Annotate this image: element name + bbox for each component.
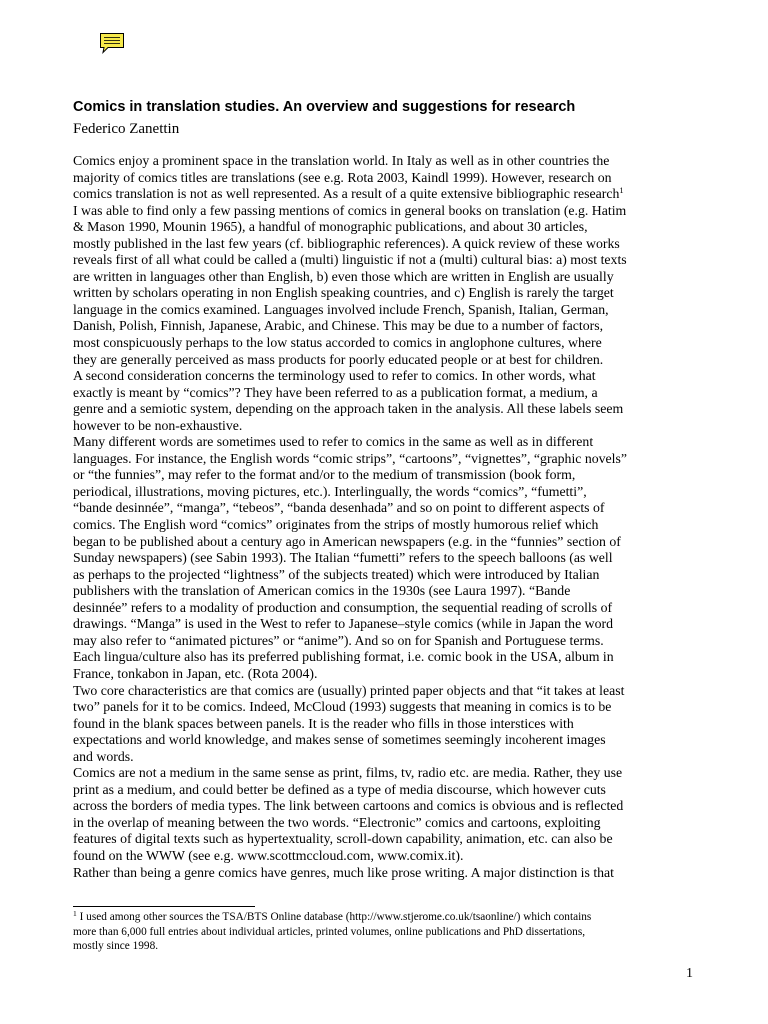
body-line: and words.	[73, 748, 134, 764]
body-line: desinnée” refers to a modality of production and consumption, the sequential reading of scrolls of	[73, 599, 613, 615]
body-line: expectations and world knowledge, and makes sense of sometimes seemingly incoherent images	[73, 732, 606, 748]
body-line: however to be non-exhaustive.	[73, 417, 243, 433]
body-line: languages. For instance, the English words “comic strips”, “cartoons”, “vignettes”, “graphic novels”	[73, 450, 628, 466]
body-line: Danish, Polish, Finnish, Japanese, Arabic, and Chinese. This may be due to a number of factors,	[73, 318, 604, 334]
body-line-text: comics translation is not as well represented. As a result of a quite extensive bibliographic research	[73, 186, 620, 202]
document-author: Federico Zanettin	[73, 121, 180, 137]
body-line: or “the funnies”, may refer to the format and/or to the medium of transmission (book form,	[73, 467, 576, 483]
body-line: Comics are not a medium in the same sense as print, films, tv, radio etc. are media. Rather, they use	[73, 765, 623, 781]
body-line: found on the WWW (see e.g. www.scottmccloud.com, www.comix.it).	[73, 847, 464, 863]
body-line: exactly is meant by “comics”? They have been referred to as a publication format, a medium, a	[73, 384, 598, 400]
body-line: most conspicuously perhaps to the low status accorded to comics in anglophone cultures, where	[73, 335, 602, 351]
body-text	[73, 153, 713, 881]
footnote-line-text: I used among other sources the TSA/BTS Online database (http://www.stjerome.co.uk/tsaonline/) which contains	[79, 911, 592, 923]
body-line: began to be published about a century ago in American newspapers (e.g. in the “funnies” section of	[73, 533, 621, 549]
footnote-line: more than 6,000 full entries about individual articles, printed volumes, online publications and PhD dissertations,	[73, 925, 586, 938]
body-line: reveals first of all what could be called a (multi) linguistic if not a (multi) cultural bias: a) most texts	[73, 252, 627, 268]
body-line: as perhaps to the projected “lightness” of the subjects treated) which were introduced by Italian	[73, 566, 600, 582]
body-line: Sunday newspapers) (see Sabin 1993). The Italian “fumetti” refers to the speech balloons (as well	[73, 550, 613, 566]
body-line: written by scholars operating in non English speaking countries, and c) English is rarely the target	[73, 285, 614, 301]
page-number: 1	[686, 966, 693, 981]
body-line: Many different words are sometimes used to refer to comics in the same as well as in different	[73, 434, 594, 450]
body-line: publishers with the translation of American comics in the 1930s (see Laura 1997). “Bande	[73, 583, 571, 599]
document-title: Comics in translation studies. An overview and suggestions for research	[73, 99, 576, 115]
body-line: comics. The English word “comics” originates from the strips of mostly humorous relief which	[73, 517, 599, 533]
body-line: in the overlap of meaning between the two words. “Electronic” comics and cartoons, exploiting	[73, 814, 601, 830]
body-line: France, tonkabon in Japan, etc. (Rota 2004).	[73, 665, 318, 681]
body-line: “bande desinnée”, “manga”, “tebeos”, “banda desenhada” and so on point to different aspects of	[73, 500, 605, 516]
body-line: found in the blank spaces between panels. It is the reader who fills in those interstices with	[73, 715, 574, 731]
body-line: & Mason 1990, Mounin 1965), a handful of monographic publications, and about 30 articles,	[73, 219, 588, 235]
body-line: are written in languages other than English, b) even those which are written in English are usually	[73, 268, 614, 284]
body-line: two” panels for it to be comics. Indeed, McCloud (1993) suggests that meaning in comics is to be	[73, 699, 612, 715]
footnote-reference[interactable]: 1	[619, 185, 624, 196]
body-line: mostly published in the last few years (cf. bibliographic references). A quick review of these works	[73, 235, 620, 251]
body-line: majority of comics titles are translations (see e.g. Rota 2003, Kaindl 1999). However, research on	[73, 169, 612, 185]
footnote-marker: 1	[73, 909, 77, 918]
body-line: print as a medium, and could better be defined as a type of media discourse, which however cuts	[73, 781, 606, 797]
body-line: across the borders of media types. The link between cartoons and comics is obvious and is reflected	[73, 798, 624, 814]
body-line: language in the comics examined. Languages involved include French, Spanish, Italian, German,	[73, 301, 609, 317]
body-line: drawings. “Manga” is used in the West to refer to Japanese–style comics (while in Japan the word	[73, 616, 614, 632]
body-line: periodical, illustrations, moving pictures, etc.). Interlingually, the words “comics”, “fumetti”,	[73, 483, 587, 499]
comment-note-icon[interactable]	[98, 31, 126, 55]
body-line: A second consideration concerns the terminology used to refer to comics. In other words, what	[73, 368, 596, 384]
body-line: Comics enjoy a prominent space in the translation world. In Italy as well as in other countries the	[73, 153, 610, 168]
body-line: genre and a semiotic system, depending on the approach taken in the analysis. All these labels seem	[73, 401, 624, 417]
footnote-line	[73, 910, 713, 925]
body-line: Two core characteristics are that comics are (usually) printed paper objects and that “it takes at least	[73, 682, 625, 698]
footnote	[73, 910, 713, 954]
body-line: Each lingua/culture also has its preferred publishing format, i.e. comic book in the USA, album in	[73, 649, 614, 665]
body-line: they are generally perceived as mass products for poorly educated people or at best for children.	[73, 351, 604, 367]
body-line: may also refer to “animated pictures” or “anime”). And so on for Spanish and Portuguese terms.	[73, 632, 604, 648]
body-line: Rather than being a genre comics have genres, much like prose writing. A major distinction is that	[73, 864, 615, 880]
body-line: I was able to find only a few passing mentions of comics in general books on translation (e.g. Hatim	[73, 202, 627, 218]
footnote-separator	[73, 906, 255, 907]
footnote-line: mostly since 1998.	[73, 940, 159, 953]
body-line: features of digital texts such as hypertextuality, scroll-down capability, animation, etc. can also be	[73, 831, 613, 847]
body-line	[73, 186, 713, 203]
